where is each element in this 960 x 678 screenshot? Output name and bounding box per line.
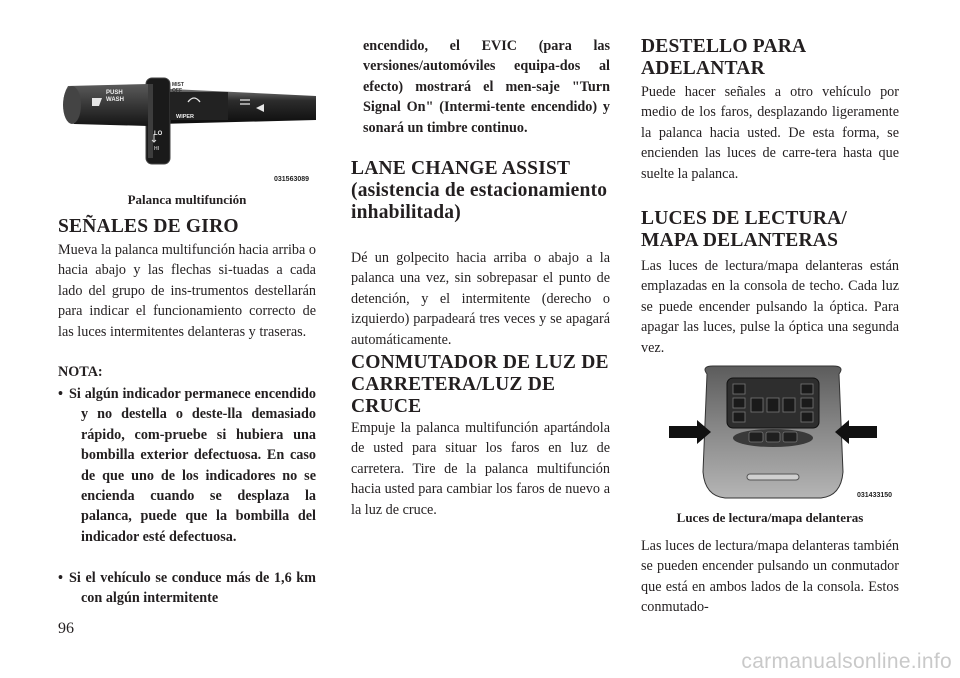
figure-caption: Luces de lectura/mapa delanteras: [676, 510, 864, 525]
note-bullet-text: Si algún indicador permanece encendido y no destella o deste-lla demasiado rápido, com-pruebe si hubiera una bombilla exterior defectuosa. En caso de que uno de los indicadores no se encienda cuando se desplaza la palanca, puede que la bombilla del indicador esté defectuosa.: [69, 386, 316, 545]
wiper-label: WIPER: [176, 114, 195, 120]
high-low-body: Empuje la palanca multifunción apartándola de usted para situar los faros en luz de carretera. Tire de la palanca multifunción hacia usted para cambiar los faros de nuevo a la luz de cruce.: [351, 420, 610, 518]
reading-lights-body: Las luces de lectura/mapa delanteras están emplazadas en la consola de techo. Cada luz se puede encender pulsando la óptica. Para apagar las luces, pulse la óptica una segunda vez.: [641, 258, 899, 356]
watermark: carmanualsonline.info: [741, 650, 952, 673]
bullet-icon: •: [58, 570, 63, 586]
figure-caption: Palanca multifunción: [127, 192, 247, 207]
note-bullet: [58, 384, 316, 547]
bullet-icon: •: [58, 386, 63, 402]
svg-text:OFF: OFF: [172, 88, 182, 94]
mist-off-label: MIST: [172, 82, 184, 88]
note-bullet: [58, 568, 316, 609]
turn-signals-body: Mueva la palanca multifunción hacia arriba o hacia abajo y las flechas si-tuadas a cada lado del grupo de ins-trumentos destellarán para indicar el funcionamiento correcto de las luces intermitentes delanteras y traseras.: [58, 242, 316, 340]
multifunction-lever-illustration: [58, 64, 316, 188]
section-heading-high-low: CONMUTADOR DE LUZ DE CARRETERA/LUZ DE CRUCE: [351, 352, 609, 417]
flash-body: Puede hacer señales a otro vehículo por medio de los faros, desplazando ligeramente la palanca hacia usted. De esta forma, se encienden las luces de carre-tera hasta que suelte la palanca.: [641, 84, 899, 182]
svg-text:WASH: WASH: [106, 97, 124, 103]
reading-lights-figure: [641, 364, 899, 504]
multifunction-lever-figure: [58, 64, 316, 188]
section-heading-reading-lights: LUCES DE LECTURA/ MAPA DELANTERAS: [641, 208, 848, 251]
figure-code: 031433150: [857, 492, 893, 499]
reading-lights-body-2: Las luces de lectura/mapa delanteras también se pueden encender pulsando un conmutador que está en ambos lados de la consola. Estos conmutado-: [641, 538, 899, 616]
section-heading-turn-signals: SEÑALES DE GIRO: [58, 216, 239, 237]
bullet-continuation: encendido, el EVIC (para las versiones/automóviles equipa-dos al efecto) mostrará el men-saje "Turn Signal On" (Intermi-tente encendido) y sonará un timbre continuo.: [363, 38, 610, 136]
lane-change-body: Dé un golpecito hacia arriba o abajo a la palanca una vez, sin sobrepasar el punto de detención, y el intermitente (derecho o izquierdo) parpadeará tres veces y se apagará automáticamente.: [351, 250, 610, 348]
push-wash-label: PUSH: [106, 90, 123, 96]
overhead-console-illustration: [641, 364, 899, 504]
lo-label: LO: [154, 131, 163, 137]
figure-code: 031563089: [274, 176, 310, 183]
section-heading-lane-change: LANE CHANGE ASSIST (asistencia de estacionamiento inhabilitada): [351, 158, 608, 223]
note-bullet-text: Si el vehículo se conduce más de 1,6 km con algún intermitente: [69, 570, 316, 607]
page-number: 96: [58, 620, 74, 637]
note-label: NOTA:: [58, 364, 103, 380]
section-heading-flash: DESTELLO PARA ADELANTAR: [641, 36, 806, 79]
hi-label: HI: [154, 146, 159, 152]
